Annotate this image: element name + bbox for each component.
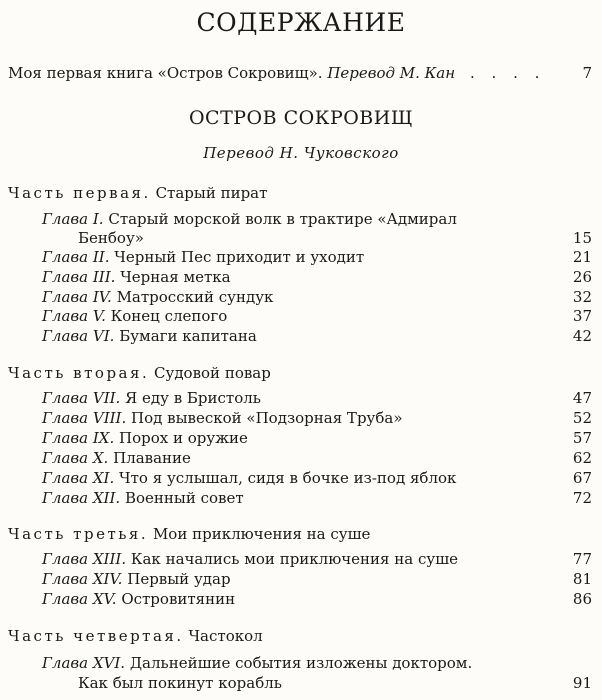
chapter-entry: Глава III. Черная метка [42, 268, 231, 286]
part-heading: Часть четвертая. Частокол [8, 627, 263, 645]
chapter-page: 67 [572, 469, 592, 487]
chapter-page: 86 [572, 590, 592, 608]
chapter-entry: Глава XI. Что я услышал, сидя в бочке из-под яблок [42, 469, 457, 487]
chapter-page: 77 [572, 550, 592, 568]
chapter-entry: Глава II. Черный Пес приходит и уходит [42, 248, 365, 266]
chapter-page: 15 [572, 229, 592, 247]
chapter-page: 57 [572, 429, 592, 447]
chapter-entry: Глава I. Старый морской волк в трактире «Адмирал [42, 210, 457, 228]
intro-dots: . . . . [470, 64, 546, 82]
chapter-entry: Глава V. Конец слепого [42, 307, 228, 325]
chapter-entry: Глава VIII. Под вывеской «Подзорная Труба» [42, 409, 403, 427]
chapter-page: 91 [572, 674, 592, 692]
intro-page: 7 [582, 64, 592, 82]
chapter-page: 52 [572, 409, 592, 427]
chapter-page: 32 [572, 288, 592, 306]
chapter-entry: Глава XVI. Дальнейшие события изложены доктором. [42, 654, 473, 672]
chapter-entry: Глава VI. Бумаги капитана [42, 327, 257, 345]
chapter-entry-continued: Как был покинут корабль [78, 674, 282, 692]
chapter-page: 26 [572, 268, 592, 286]
chapter-page: 42 [572, 327, 592, 345]
chapter-page: 21 [572, 248, 592, 266]
book-translator: Перевод Н. Чуковского [203, 144, 399, 162]
chapter-page: 81 [572, 570, 592, 588]
chapter-entry: Глава XIV. Первый удар [42, 570, 231, 588]
chapter-entry-continued: Бенбоу» [78, 229, 144, 247]
chapter-entry: Глава VII. Я еду в Бристоль [42, 389, 261, 407]
page-title: СОДЕРЖАНИЕ [196, 8, 406, 37]
intro-title: Моя первая книга «Остров Сокровищ». [8, 64, 323, 82]
chapter-entry: Глава IX. Порох и оружие [42, 429, 248, 447]
chapter-entry: Глава XII. Военный совет [42, 489, 244, 507]
chapter-page: 37 [572, 307, 592, 325]
book-title: ОСТРОВ СОКРОВИЩ [188, 107, 414, 129]
chapter-entry: Глава XV. Островитянин [42, 590, 236, 608]
part-heading: Часть третья. Мои приключения на суше [8, 525, 371, 543]
chapter-entry: Глава X. Плавание [42, 449, 191, 467]
chapter-page: 72 [572, 489, 592, 507]
part-heading: Часть первая. Старый пират [8, 184, 268, 202]
chapter-entry: Глава IV. Матросский сундук [42, 288, 274, 306]
chapter-page: 47 [572, 389, 592, 407]
part-heading: Часть вторая. Судовой повар [8, 364, 271, 382]
intro-translator: Перевод М. Кан [327, 64, 456, 82]
chapter-page: 62 [572, 449, 592, 467]
intro-entry [8, 64, 455, 82]
chapter-entry: Глава XIII. Как начались мои приключения на суше [42, 550, 459, 568]
